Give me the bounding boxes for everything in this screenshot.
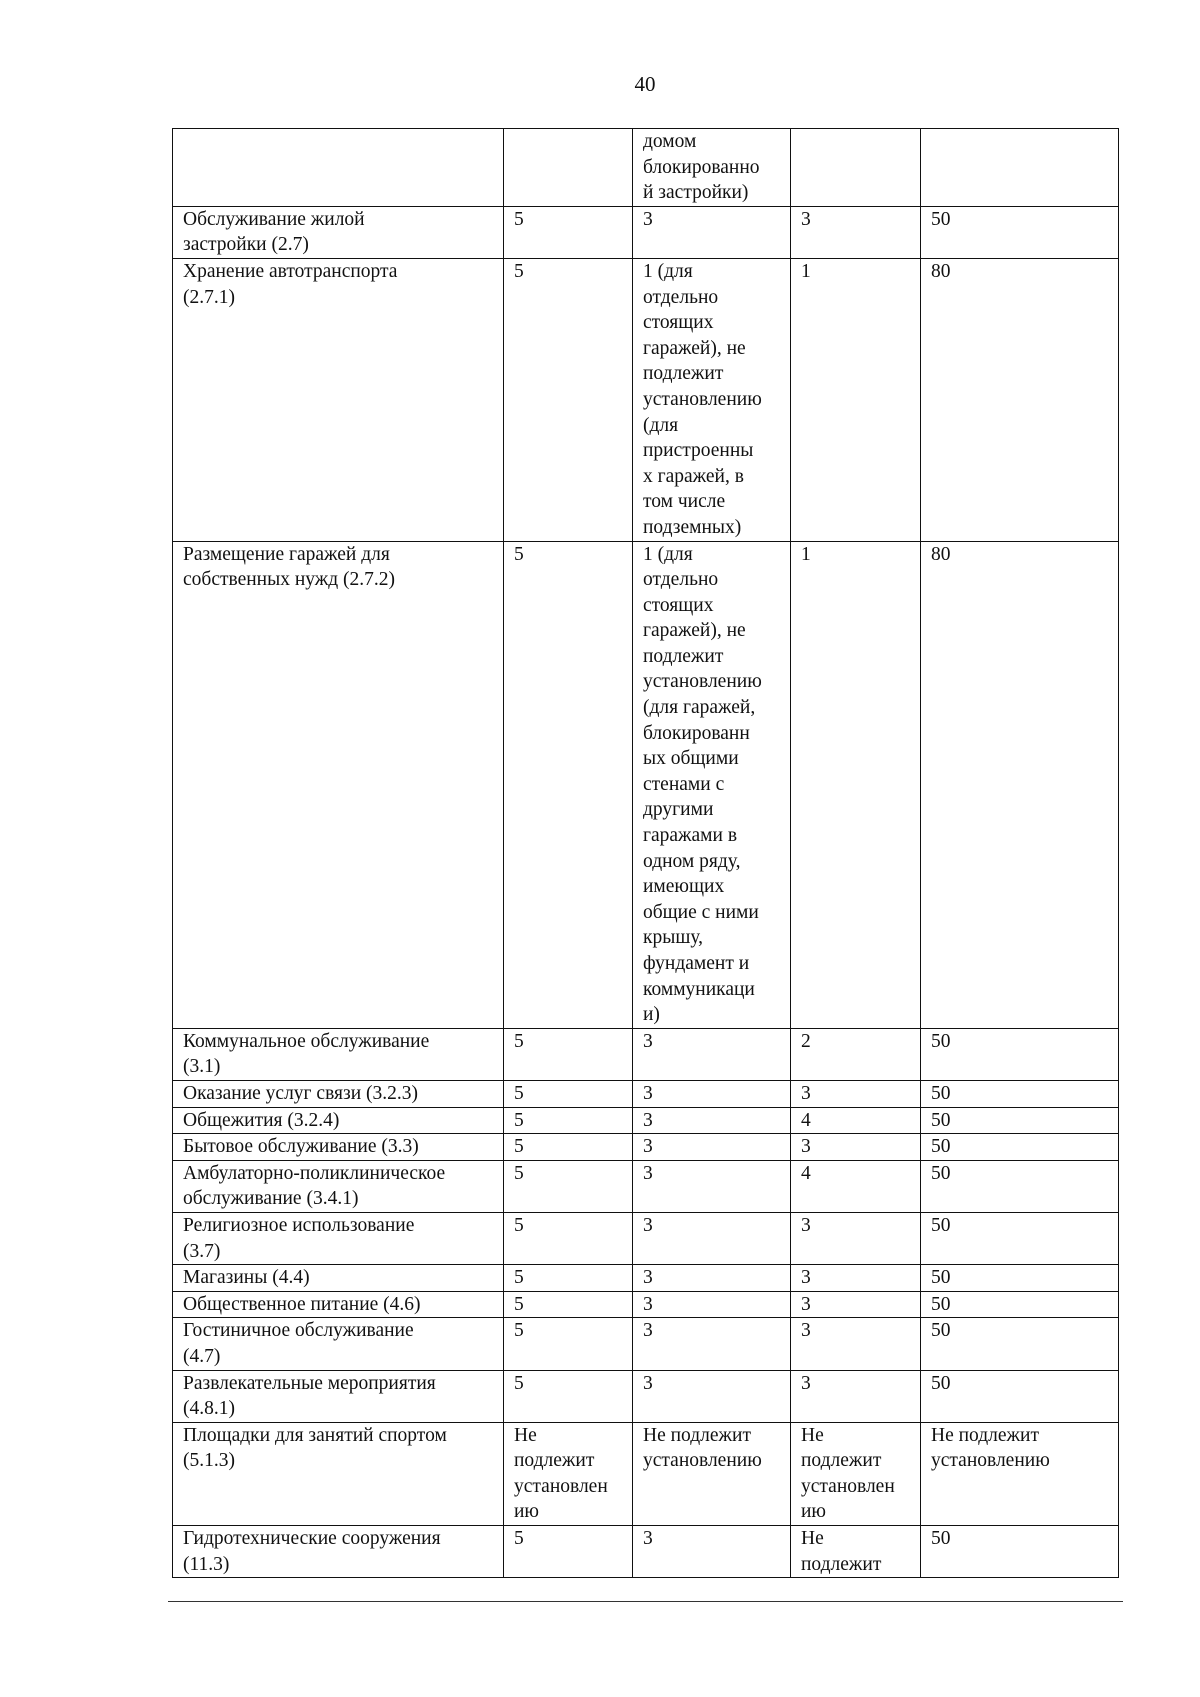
table-cell-value-col-3: 3 (633, 1212, 791, 1264)
table-cell-value-col-3: 3 (633, 1526, 791, 1578)
table-cell-value-col-5: 50 (921, 1370, 1119, 1422)
table-row (173, 1526, 1119, 1578)
table-cell-value-col-5: 50 (921, 1265, 1119, 1292)
table-cell-value-col-4: 3 (791, 206, 921, 258)
table-cell-value-col-3: 1 (для отдельно стоящих гаражей), не подлежит установлению (для гаражей, блокированн ых общими стенами с другими гаражами в одном ряду, имеющих общие с ними крышу, фундамент и коммуникаци и) (633, 541, 791, 1028)
table-cell-land-use-type: Общественное питание (4.6) (173, 1291, 504, 1318)
table-cell-land-use-type (173, 129, 504, 207)
table-row (173, 1422, 1119, 1525)
table-cell-land-use-type: Оказание услуг связи (3.2.3) (173, 1080, 504, 1107)
table-cell-value-col-2: 5 (504, 1080, 633, 1107)
table-row (173, 1318, 1119, 1370)
table-cell-value-col-4 (791, 129, 921, 207)
table-cell-value-col-2: 5 (504, 258, 633, 541)
table-cell-land-use-type: Площадки для занятий спортом (5.1.3) (173, 1422, 504, 1525)
table-cell-value-col-2: 5 (504, 1134, 633, 1161)
table-cell-value-col-5: 50 (921, 1212, 1119, 1264)
table-cell-value-col-3: 3 (633, 1160, 791, 1212)
table-cell-value-col-2 (504, 129, 633, 207)
table-cell-value-col-4: 3 (791, 1212, 921, 1264)
table-cell-value-col-2: 5 (504, 541, 633, 1028)
table-cell-value-col-5: 50 (921, 1028, 1119, 1080)
table-row (173, 1080, 1119, 1107)
table-cell-value-col-4: 3 (791, 1265, 921, 1292)
table-cell-value-col-4: 1 (791, 258, 921, 541)
table-cell-value-col-4: 2 (791, 1028, 921, 1080)
table-row (173, 1160, 1119, 1212)
table-cell-value-col-4: 3 (791, 1370, 921, 1422)
table-row (173, 541, 1119, 1028)
table-cell-value-col-4: 4 (791, 1160, 921, 1212)
table-cell-value-col-2: Не подлежит установлен ию (504, 1422, 633, 1525)
table-cell-value-col-3: 3 (633, 1028, 791, 1080)
table-cell-land-use-type: Размещение гаражей для собственных нужд (2.7.2) (173, 541, 504, 1028)
table-cell-land-use-type: Магазины (4.4) (173, 1265, 504, 1292)
table-body (173, 129, 1119, 1578)
table-cell-value-col-5: 50 (921, 1107, 1119, 1134)
footer-divider (168, 1601, 1123, 1602)
table-cell-land-use-type: Религиозное использование (3.7) (173, 1212, 504, 1264)
table-cell-value-col-5: 50 (921, 206, 1119, 258)
table-cell-value-col-3: 3 (633, 1265, 791, 1292)
table-cell-value-col-2: 5 (504, 1107, 633, 1134)
table-cell-value-col-3: 3 (633, 1370, 791, 1422)
table-cell-value-col-4: 4 (791, 1107, 921, 1134)
table-cell-land-use-type: Гостиничное обслуживание (4.7) (173, 1318, 504, 1370)
table-cell-value-col-5 (921, 129, 1119, 207)
table-cell-value-col-4: 1 (791, 541, 921, 1028)
table-cell-value-col-5: 50 (921, 1318, 1119, 1370)
table-cell-land-use-type: Общежития (3.2.4) (173, 1107, 504, 1134)
table-cell-value-col-5: 50 (921, 1291, 1119, 1318)
table-row (173, 1028, 1119, 1080)
regulations-table (172, 128, 1119, 1578)
page-number: 40 (634, 72, 656, 96)
table-row (173, 1107, 1119, 1134)
table-cell-value-col-5: 50 (921, 1134, 1119, 1161)
table-cell-value-col-3: домом блокированно й застройки) (633, 129, 791, 207)
table-cell-land-use-type: Бытовое обслуживание (3.3) (173, 1134, 504, 1161)
table-cell-value-col-4: 3 (791, 1318, 921, 1370)
table-cell-value-col-3: 3 (633, 206, 791, 258)
table-cell-value-col-4: 3 (791, 1080, 921, 1107)
table-cell-value-col-3: 3 (633, 1318, 791, 1370)
table-cell-value-col-3: Не подлежит установлению (633, 1422, 791, 1525)
table-row (173, 1212, 1119, 1264)
table-row (173, 1291, 1119, 1318)
table-row (173, 1370, 1119, 1422)
table-cell-value-col-2: 5 (504, 206, 633, 258)
table-cell-land-use-type: Коммунальное обслуживание (3.1) (173, 1028, 504, 1080)
table-cell-land-use-type: Развлекательные мероприятия (4.8.1) (173, 1370, 504, 1422)
table-cell-value-col-3: 3 (633, 1107, 791, 1134)
table-cell-land-use-type: Хранение автотранспорта (2.7.1) (173, 258, 504, 541)
table-cell-value-col-5: 80 (921, 541, 1119, 1028)
table-cell-value-col-2: 5 (504, 1526, 633, 1578)
table-cell-value-col-4: 3 (791, 1134, 921, 1161)
table-cell-land-use-type: Обслуживание жилой застройки (2.7) (173, 206, 504, 258)
table-cell-value-col-3: 1 (для отдельно стоящих гаражей), не подлежит установлению (для пристроенны х гаражей, в том числе подземных) (633, 258, 791, 541)
table-cell-value-col-3: 3 (633, 1134, 791, 1161)
table-cell-value-col-4: Не подлежит установлен ию (791, 1422, 921, 1525)
table-cell-value-col-2: 5 (504, 1265, 633, 1292)
table-cell-value-col-2: 5 (504, 1318, 633, 1370)
table-cell-value-col-2: 5 (504, 1212, 633, 1264)
table-cell-land-use-type: Амбулаторно-поликлиническое обслуживание (3.4.1) (173, 1160, 504, 1212)
table-row (173, 258, 1119, 541)
table-cell-value-col-5: 80 (921, 258, 1119, 541)
table-cell-land-use-type: Гидротехнические сооружения (11.3) (173, 1526, 504, 1578)
table-cell-value-col-5: 50 (921, 1526, 1119, 1578)
table-row (173, 206, 1119, 258)
table-cell-value-col-2: 5 (504, 1028, 633, 1080)
table-cell-value-col-4: Не подлежит (791, 1526, 921, 1578)
table-cell-value-col-2: 5 (504, 1160, 633, 1212)
table-cell-value-col-4: 3 (791, 1291, 921, 1318)
table-cell-value-col-3: 3 (633, 1080, 791, 1107)
table-cell-value-col-5: 50 (921, 1080, 1119, 1107)
table-cell-value-col-3: 3 (633, 1291, 791, 1318)
table-cell-value-col-2: 5 (504, 1370, 633, 1422)
table-row (173, 1134, 1119, 1161)
table-cell-value-col-2: 5 (504, 1291, 633, 1318)
table-row (173, 1265, 1119, 1292)
table-row (173, 129, 1119, 207)
table-cell-value-col-5: Не подлежит установлению (921, 1422, 1119, 1525)
table-cell-value-col-5: 50 (921, 1160, 1119, 1212)
